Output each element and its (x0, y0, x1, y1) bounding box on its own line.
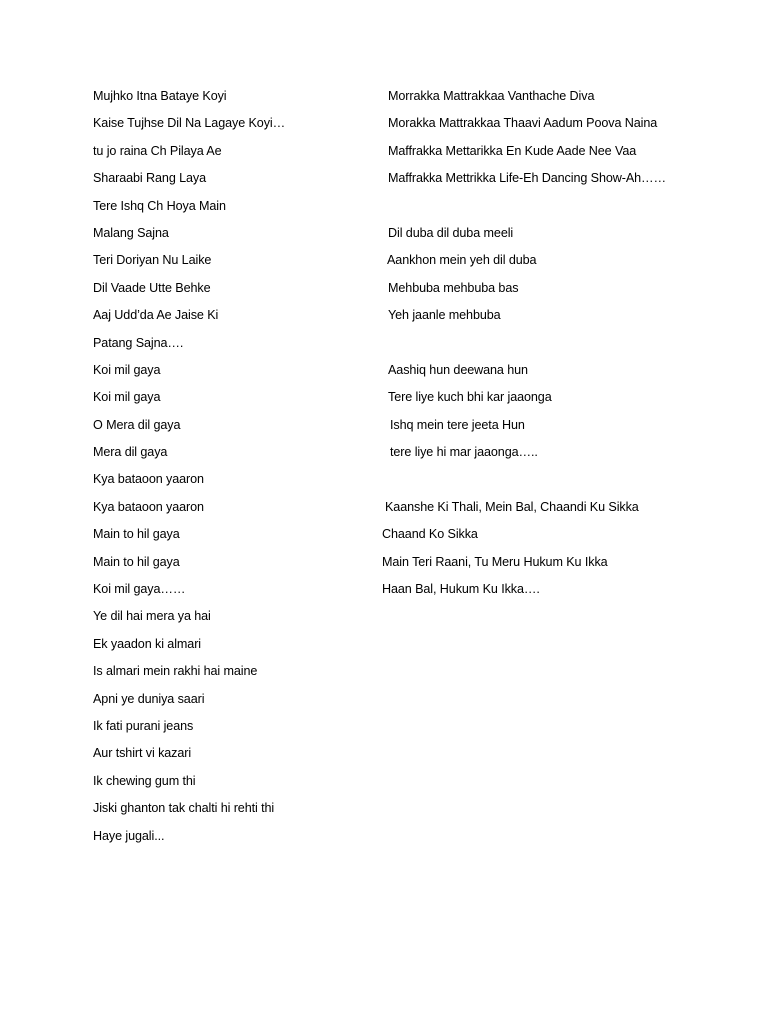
lyric-line: Tere liye kuch bhi kar jaaonga (388, 390, 552, 405)
lyrics-right-column (382, 86, 752, 606)
lyric-line: Aur tshirt vi kazari (93, 746, 192, 761)
lyric-line: Haye jugali... (93, 828, 165, 843)
lyric-line: tu jo raina Ch Pilaya Ae (93, 143, 222, 158)
lyric-line: Main Teri Raani, Tu Meru Hukum Ku Ikka (382, 554, 608, 569)
lyric-line: Koi mil gaya…… (93, 582, 186, 597)
lyric-line: Dil Vaade Utte Behke (93, 280, 211, 295)
lyric-line: Dil duba dil duba meeli (388, 225, 514, 240)
lyric-line: Chaand Ko Sikka (382, 527, 478, 542)
lyric-line: Morakka Mattrakkaa Thaavi Aadum Poova Naina (388, 116, 658, 131)
lyric-line: Main to hil gaya (93, 527, 180, 542)
lyric-line: Kaise Tujhse Dil Na Lagaye Koyi… (93, 116, 286, 131)
lyric-line: Aaj Udd’da Ae Jaise Ki (93, 308, 219, 323)
lyric-line: Teri Doriyan Nu Laike (93, 253, 212, 268)
lyric-line: Kaanshe Ki Thali, Mein Bal, Chaandi Ku Sikka (385, 499, 639, 514)
lyric-line: tere liye hi mar jaaonga….. (390, 445, 538, 460)
lyric-line: Apni ye duniya saari (93, 691, 205, 706)
lyric-line: Patang Sajna…. (93, 335, 184, 350)
lyric-line: Kya bataoon yaaron (93, 499, 204, 514)
lyric-line (382, 196, 752, 223)
lyric-line: Maffrakka Mettrikka Life-Eh Dancing Show-Ah…… (388, 171, 667, 186)
lyric-line: Aashiq hun deewana hun (388, 362, 528, 377)
lyric-line: Mera dil gaya (93, 445, 168, 460)
lyric-line: Kya bataoon yaaron (93, 472, 204, 487)
lyric-line (382, 333, 752, 360)
lyric-line: Jiski ghanton tak chalti hi rehti thi (93, 801, 275, 816)
lyric-line: Koi mil gaya (93, 362, 161, 377)
lyric-line: Mehbuba mehbuba bas (388, 280, 519, 295)
lyric-line (382, 469, 752, 496)
lyric-line: Koi mil gaya (93, 390, 161, 405)
lyric-line: Morrakka Mattrakkaa Vanthache Diva (388, 89, 595, 103)
lyric-line: Yeh jaanle mehbuba (388, 308, 501, 323)
lyric-line: Ik chewing gum thi (93, 773, 196, 788)
lyric-line: Is almari mein rakhi hai maine (93, 664, 258, 679)
lyric-line: Ik fati purani jeans (93, 718, 194, 733)
lyric-line: Maffrakka Mettarikka En Kude Aade Nee Vaa (388, 143, 637, 158)
lyrics-left-column (93, 86, 373, 853)
lyric-line: Tere Ishq Ch Hoya Main (93, 198, 226, 213)
lyric-line: Sharaabi Rang Laya (93, 171, 207, 186)
lyric-line: Malang Sajna (93, 225, 169, 240)
lyric-line: Ishq mein tere jeeta Hun (390, 417, 525, 432)
lyric-line: O Mera dil gaya (93, 417, 181, 432)
lyric-line: Ye dil hai mera ya hai (93, 609, 211, 624)
lyric-line: Main to hil gaya (93, 554, 180, 569)
lyric-line: Ek yaadon ki almari (93, 636, 201, 651)
lyric-line: Mujhko Itna Bataye Koyi (93, 89, 227, 103)
lyric-line: Aankhon mein yeh dil duba (387, 253, 537, 268)
lyric-line: Haan Bal, Hukum Ku Ikka…. (382, 582, 540, 597)
